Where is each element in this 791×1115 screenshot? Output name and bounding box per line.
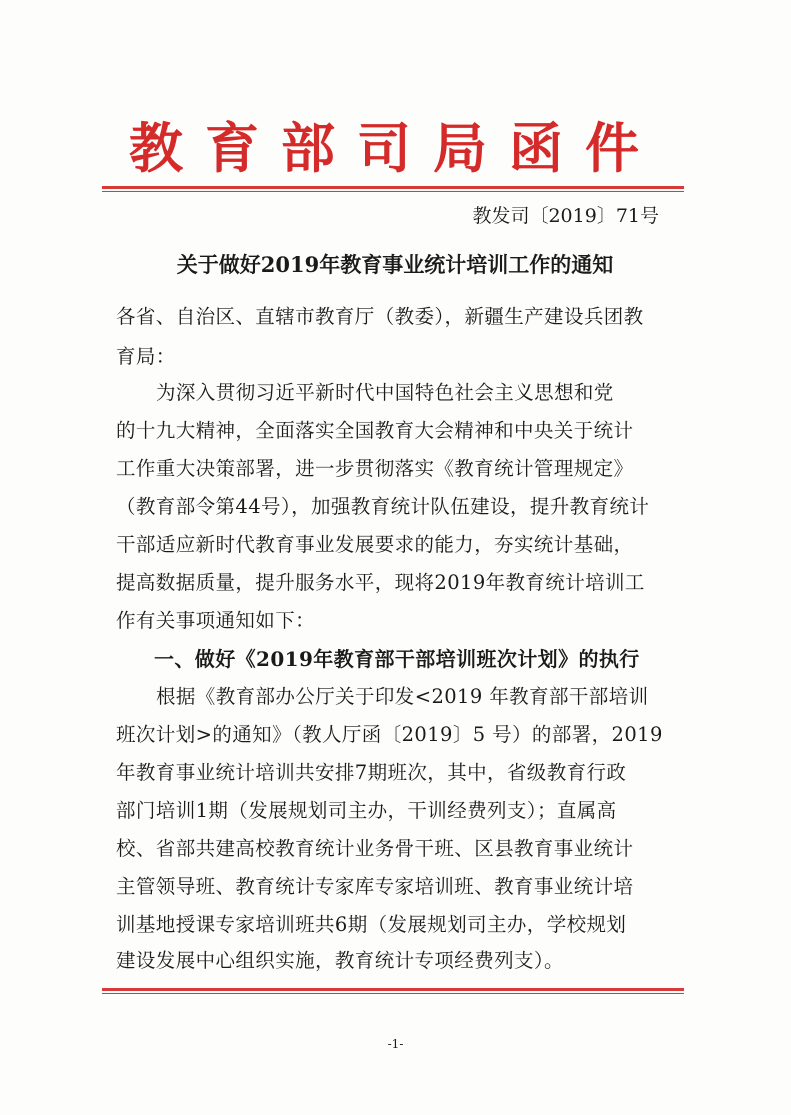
body-line: （教育部令第44号），加强教育统计队伍建设，提升教育统计 bbox=[116, 495, 650, 518]
page-number: -1- bbox=[387, 1037, 404, 1051]
rule-thin-line bbox=[102, 993, 684, 994]
body-line: 班次计划>的通知》（教人厅函〔2019〕5 号）的部署，2019 bbox=[116, 723, 663, 746]
section-heading-1: 一、做好《2019年教育部干部培训班次计划》的执行 bbox=[154, 647, 640, 671]
rule-thin-line bbox=[102, 191, 684, 192]
addressee-line-2: 育局： bbox=[116, 345, 176, 368]
body-line: 提高数据质量，提升服务水平，现将2019年教育统计培训工 bbox=[116, 571, 645, 594]
masthead-title: 教育部司局函件 bbox=[129, 116, 661, 180]
document-number: 教发司〔2019〕71号 bbox=[472, 205, 659, 227]
body-line: 干部适应新时代教育事业发展要求的能力，夯实统计基础， bbox=[116, 533, 634, 556]
rule-thick-line bbox=[102, 988, 684, 991]
body-line: 建设发展中心组织实施，教育统计专项经费列支）。 bbox=[116, 949, 564, 972]
body-line: 的十九大精神，全面落实全国教育大会精神和中央关于统计 bbox=[116, 419, 634, 442]
addressee-line-1: 各省、自治区、直辖市教育厅（教委），新疆生产建设兵团教 bbox=[116, 305, 644, 328]
body-line: 训基地授课专家培训班共6期（发展规划司主办，学校规划 bbox=[116, 913, 627, 936]
notice-title: 关于做好2019年教育事业统计培训工作的通知 bbox=[176, 252, 614, 277]
body-line: 年教育事业统计培训共安排7期班次，其中，省级教育行政 bbox=[116, 761, 627, 784]
body-line: 部门培训1期（发展规划司主办，干训经费列支）；直属高 bbox=[116, 799, 617, 822]
body-line: 主管领导班、教育统计专家库专家培训班、教育事业统计培 bbox=[116, 875, 634, 898]
body-line: 工作重大决策部署，进一步贯彻落实《教育统计管理规定》 bbox=[116, 457, 634, 480]
body-line: 为深入贯彻习近平新时代中国特色社会主义思想和党 bbox=[156, 381, 614, 404]
body-line: 作有关事项通知如下： bbox=[116, 609, 316, 632]
body-line: 校、省部共建高校教育统计业务骨干班、区县教育事业统计 bbox=[116, 837, 634, 860]
rule-thick-line bbox=[102, 186, 684, 189]
body-line: 根据《教育部办公厅关于印发<2019 年教育部干部培训 bbox=[156, 685, 649, 708]
